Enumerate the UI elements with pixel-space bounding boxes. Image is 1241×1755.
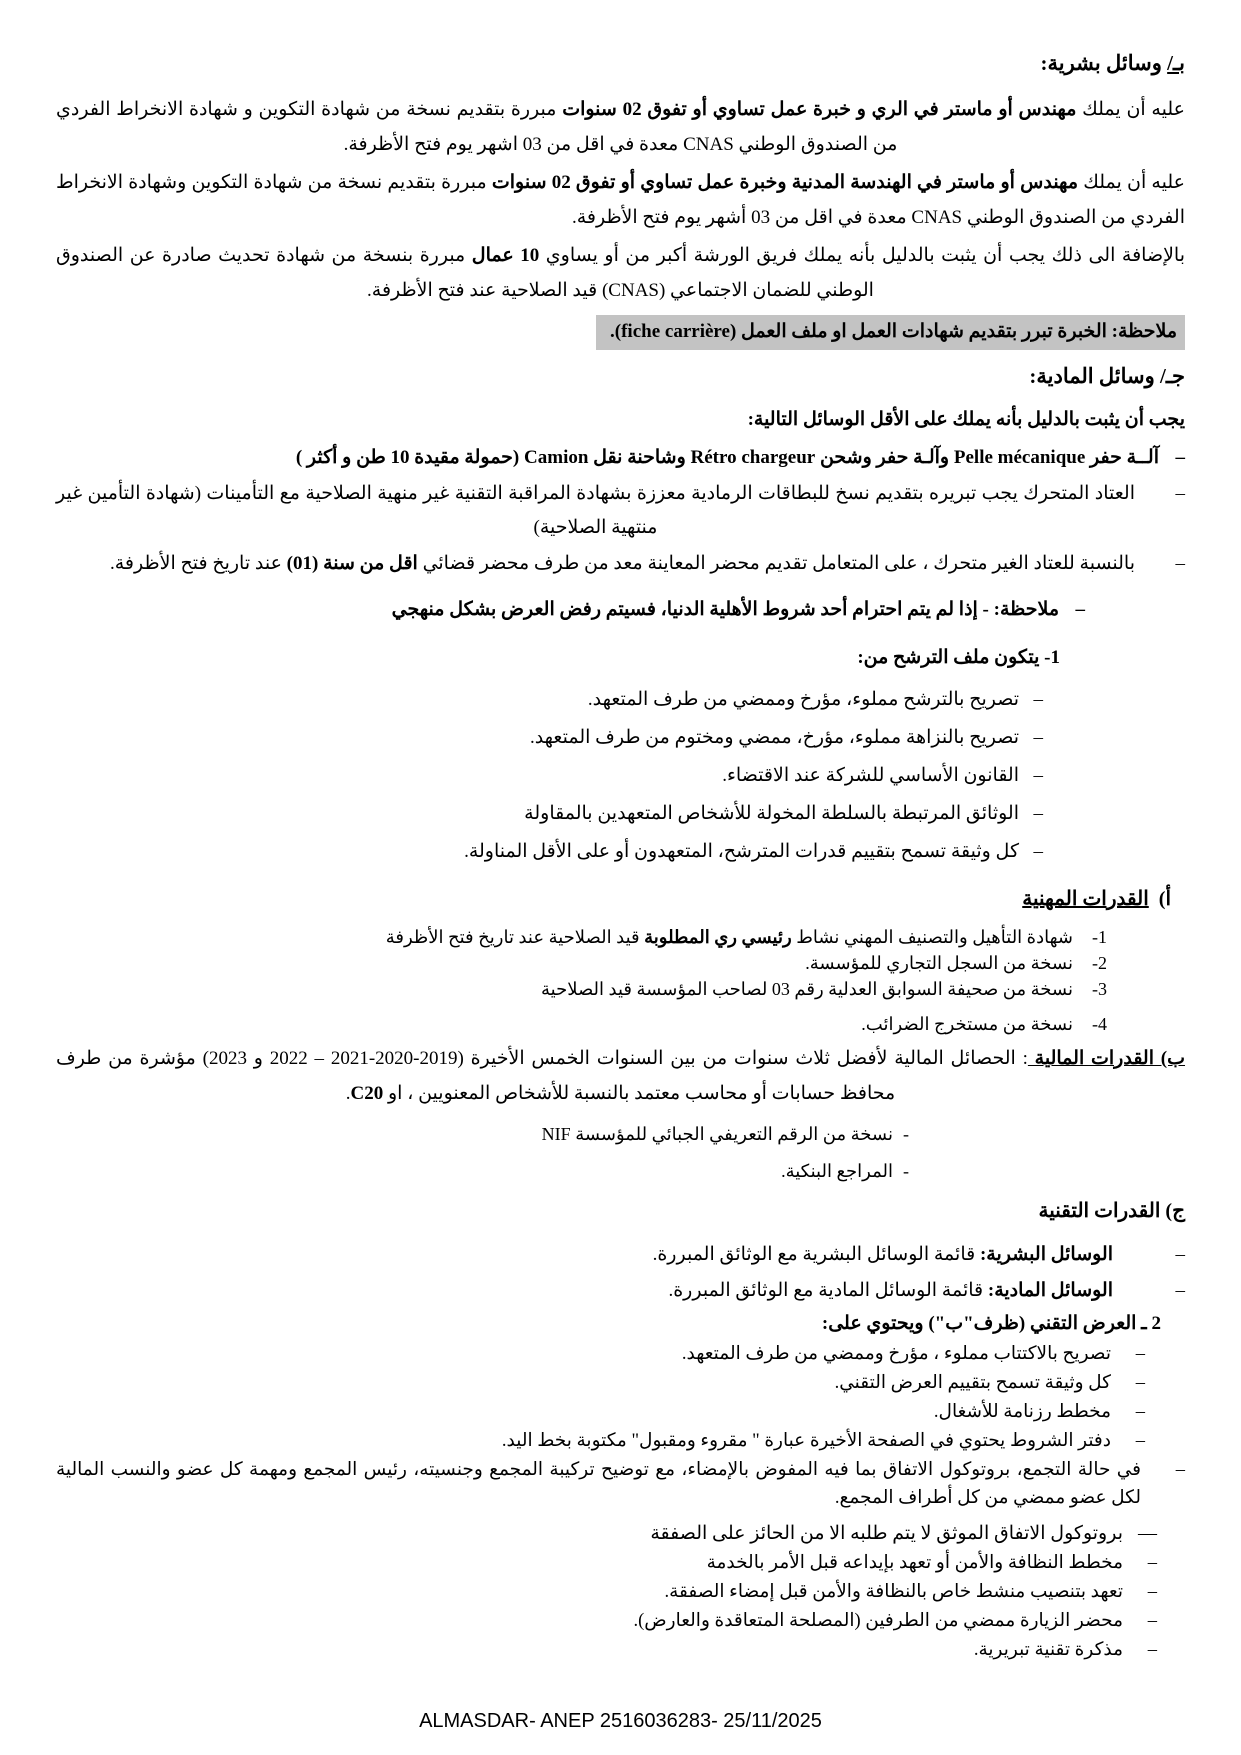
list-item-text: نسخة من الرقم التعريفي الجبائي للمؤسسة NIF	[541, 1124, 893, 1144]
list-item-hygiene-safety-plan	[56, 1549, 1157, 1577]
list-item-notarized-protocol	[56, 1520, 1157, 1548]
list-item-text: الوثائق المرتبطة بالسلطة المخولة للأشخاص المتعهدين بالمقاولة	[524, 803, 1019, 824]
bullet-dash: –	[1033, 727, 1043, 748]
bullet-dash: –	[1135, 1431, 1145, 1451]
list-item-text: الوسائل المادية: قائمة الوسائل المادية مع الوثائق المبررة.	[668, 1280, 1113, 1301]
list-item-material-means-list	[56, 1274, 1185, 1307]
list-item-site-visit-report	[56, 1607, 1157, 1635]
list-item-technical-evaluation-document	[56, 1369, 1145, 1397]
list-item-drilling-machines	[56, 441, 1185, 475]
bullet-dash: –	[1033, 841, 1043, 862]
bullet-dash: –	[1135, 1373, 1145, 1393]
note-eligibility	[56, 593, 1085, 627]
paragraph-civil-engineering-master: عليه أن يملك مهندس أو ماستر في الهندسة المدنية وخبرة عمل تساوي أو تفوق 02 سنوات مبررة بتقديم نسخة من شهادة التكوين وشهادة الانخراط الفردي من الصندوق الوطني CNAS معدة في اقل من 03 أشهر يوم فتح الأظرفة.	[56, 172, 1185, 228]
list-item-commercial-register	[56, 950, 1107, 976]
section-heading-material-means: جـ/ وسائل المادية:	[1029, 364, 1185, 388]
bullet-dash: –	[1175, 1280, 1185, 1301]
list-item-company-statute	[56, 757, 1043, 794]
bullet-dash: –	[1175, 1460, 1185, 1480]
note-experience-wrap	[56, 315, 1185, 350]
bullet-dash: –	[1135, 1402, 1145, 1422]
bullet-dash: –	[1175, 483, 1185, 504]
list-item-fixed-equipment	[56, 547, 1185, 581]
list-item-works-schedule	[56, 1398, 1145, 1426]
list-item-text: محضر الزيارة ممضي من الطرفين (المصلحة المتعاقدة والعارض).	[633, 1611, 1123, 1631]
list-item-text: المراجع البنكية.	[781, 1161, 893, 1181]
bullet-dash: –	[1175, 447, 1185, 468]
list-item-candidacy-declaration	[56, 681, 1043, 718]
paragraph-irrigation-master: عليه أن يملك مهندس أو ماستر في الري و خبرة عمل تساوي أو تفوق 02 سنوات مبررة بتقديم نسخة من شهادة التكوين و شهادة الانخراط الفردي من الصندوق الوطني CNAS معدة في اقل من 03 اشهر يوم فتح الأظرفة.	[56, 99, 1185, 155]
bullet-dash: -	[903, 1161, 909, 1181]
list-item-capacity-evaluation-document	[56, 833, 1043, 870]
list-item-text: مذكرة تقنية تبريرية.	[973, 1640, 1123, 1660]
bullet-dash: -	[903, 1124, 909, 1144]
financial-capacities-paragraph: ب) القدرات المالية : الحصائل المالية لأفضل ثلاث سنوات من بين السنوات الخمس الأخيرة (2019-2020-2021 – 2022 و 2023) مؤشرة من طرف محافظ حسابات أو محاسب معتمد بالنسبة للأشخاص المعنويين ، او C20.	[56, 1048, 1186, 1104]
publication-reference-footer: ALMASDAR- ANEP 2516036283- 25/11/2025	[419, 1710, 822, 1732]
professional-capacities-heading: أ) القدرات المهنية	[1022, 888, 1171, 910]
list-item-mobile-equipment	[56, 477, 1185, 545]
bullet-dash: –	[1175, 553, 1185, 574]
list-item-hygiene-safety-animator	[56, 1578, 1157, 1606]
note-experience-highlight: ملاحظة: الخبرة تبرر بتقديم شهادات العمل او ملف العمل (fiche carrière).	[596, 315, 1185, 350]
bullet-dash: –	[1033, 803, 1043, 824]
list-item-authority-documents	[56, 795, 1043, 832]
list-number: 2-	[1092, 953, 1107, 973]
bullet-dash: –	[1147, 1611, 1157, 1631]
list-item-text: تصريح بالاكتتاب مملوء ، مؤرخ وممضي من طرف المتعهد.	[681, 1344, 1111, 1364]
bullet-dash: –	[1033, 689, 1043, 710]
list-number: 1-	[1092, 927, 1107, 947]
list-item-text: في حالة التجمع، بروتوكول الاتفاق بما فيه المفوض بالإمضاء، مع توضيح تركيبة المجمع وجنسيته، رئيس المجمع ومهمة كل عضو والنسب المالية لكل عضو ممضي من كل أطراف المجمع.	[56, 1460, 1141, 1508]
bullet-dash: –	[1147, 1640, 1157, 1660]
list-item-bank-references	[56, 1156, 909, 1186]
bullet-dash: –	[1147, 1582, 1157, 1602]
list-item-integrity-declaration	[56, 719, 1043, 756]
list-item-text: آلــة حفر Pelle mécanique وآلـة حفر وشحن Rétro chargeur وشاحنة نقل Camion (حمولة مقيدة 10 طن و أكثر )	[295, 447, 1159, 468]
list-item-text: نسخة من مستخرج الضرائب.	[861, 1014, 1073, 1034]
list-item-specifications-booklet	[56, 1427, 1145, 1455]
list-item-human-means-list	[56, 1238, 1185, 1271]
bullet-dash: –	[1075, 599, 1085, 620]
list-item-text: مخطط رزنامة للأشغال.	[933, 1402, 1111, 1422]
list-item-text: نسخة من صحيفة السوابق العدلية رقم 03 لصاحب المؤسسة قيد الصلاحية	[541, 979, 1073, 999]
list-item-qualification-certificate	[56, 924, 1107, 950]
bullet-dash: –	[1033, 765, 1043, 786]
list-number: 4-	[1092, 1014, 1107, 1034]
bullet-dash: –	[1147, 1553, 1157, 1573]
list-item-text: مخطط النظافة والأمن أو تعهد بإيداعه قبل الأمر بالخدمة	[706, 1553, 1123, 1573]
bullet-dash: –	[1175, 1244, 1185, 1265]
list-item-text: تصريح بالترشح مملوء، مؤرخ وممضي من طرف المتعهد.	[587, 689, 1019, 710]
list-item-text: القانون الأساسي للشركة عند الاقتضاء.	[722, 765, 1019, 786]
list-item-tax-extract	[56, 1011, 1107, 1037]
list-item-text: كل وثيقة تسمح بتقييم العرض التقني.	[834, 1373, 1111, 1393]
list-item-criminal-record	[56, 976, 1107, 1002]
list-item-technical-justification-memo	[56, 1636, 1157, 1664]
bullet-dash: —	[1138, 1523, 1157, 1544]
list-item-subscription-declaration	[56, 1340, 1145, 1368]
list-item-text: نسخة من السجل التجاري للمؤسسة.	[805, 953, 1073, 973]
technical-capacities-heading: ج) القدرات التقنية	[1038, 1200, 1185, 1222]
list-item-text: شهادة التأهيل والتصنيف المهني نشاط رئيسي ري المطلوبة قيد الصلاحية عند تاريخ فتح الأظرفة	[385, 927, 1073, 947]
list-item-text: كل وثيقة تسمح بتقييم قدرات المترشح، المتعهدون أو على الأقل المناولة.	[464, 841, 1019, 862]
technical-offer-heading: 2 ـ العرض التقني (ظرف"ب") ويحتوي على:	[821, 1313, 1161, 1334]
paragraph-workshop-team: بالإضافة الى ذلك يجب أن يثبت بالدليل بأنه يملك فريق الورشة أكبر من أو يساوي 10 عمال مبررة بنسخة من شهادة تحديث صادرة عن الصندوق الوطني للضمان الاجتماعي (CNAS) قيد الصلاحية عند فتح الأظرفة.	[56, 245, 1186, 301]
list-item-grouping-protocol	[56, 1456, 1185, 1512]
candidacy-file-heading: 1- يتكون ملف الترشح من:	[857, 647, 1060, 668]
material-means-intro: يجب أن يثبت بالدليل بأنه يملك على الأقل الوسائل التالية:	[747, 409, 1185, 430]
list-item-text: بروتوكول الاتفاق الموثق لا يتم طلبه الا من الحائز على الصفقة	[650, 1523, 1123, 1544]
list-item-text: تعهد بتنصيب منشط خاص بالنظافة والأمن قبل إمضاء الصفقة.	[664, 1582, 1123, 1602]
list-item-tax-id-nif	[56, 1119, 909, 1149]
list-item-text: دفتر الشروط يحتوي في الصفحة الأخيرة عبارة " مقروء ومقبول" مكتوبة بخط اليد.	[501, 1431, 1111, 1451]
list-number: 3-	[1092, 979, 1107, 999]
list-item-text: العتاد المتحرك يجب تبريره بتقديم نسخ للبطاقات الرمادية معززة بشهادة المراقبة التقنية غير منهية الصلاحية مع التأمينات (شهادة التأمين غير منتهية الصلاحية)	[56, 483, 1135, 538]
list-item-text: بالنسبة للعتاد الغير متحرك ، على المتعامل تقديم محضر المعاينة معد من طرف محضر قضائي اقل من سنة (01) عند تاريخ فتح الأظرفة.	[110, 553, 1135, 574]
list-item-text: الوسائل البشرية: قائمة الوسائل البشرية مع الوثائق المبررة.	[652, 1244, 1113, 1265]
list-item-text: تصريح بالنزاهة مملوء، مؤرخ، ممضي ومختوم من طرف المتعهد.	[529, 727, 1019, 748]
note-eligibility-text: ملاحظة: - إذا لم يتم احترام أحد شروط الأهلية الدنيا، فسيتم رفض العرض بشكل منهجي	[391, 599, 1059, 620]
bullet-dash: –	[1135, 1344, 1145, 1364]
section-heading-human-means: بـ/ وسائل بشرية:	[1040, 51, 1185, 75]
